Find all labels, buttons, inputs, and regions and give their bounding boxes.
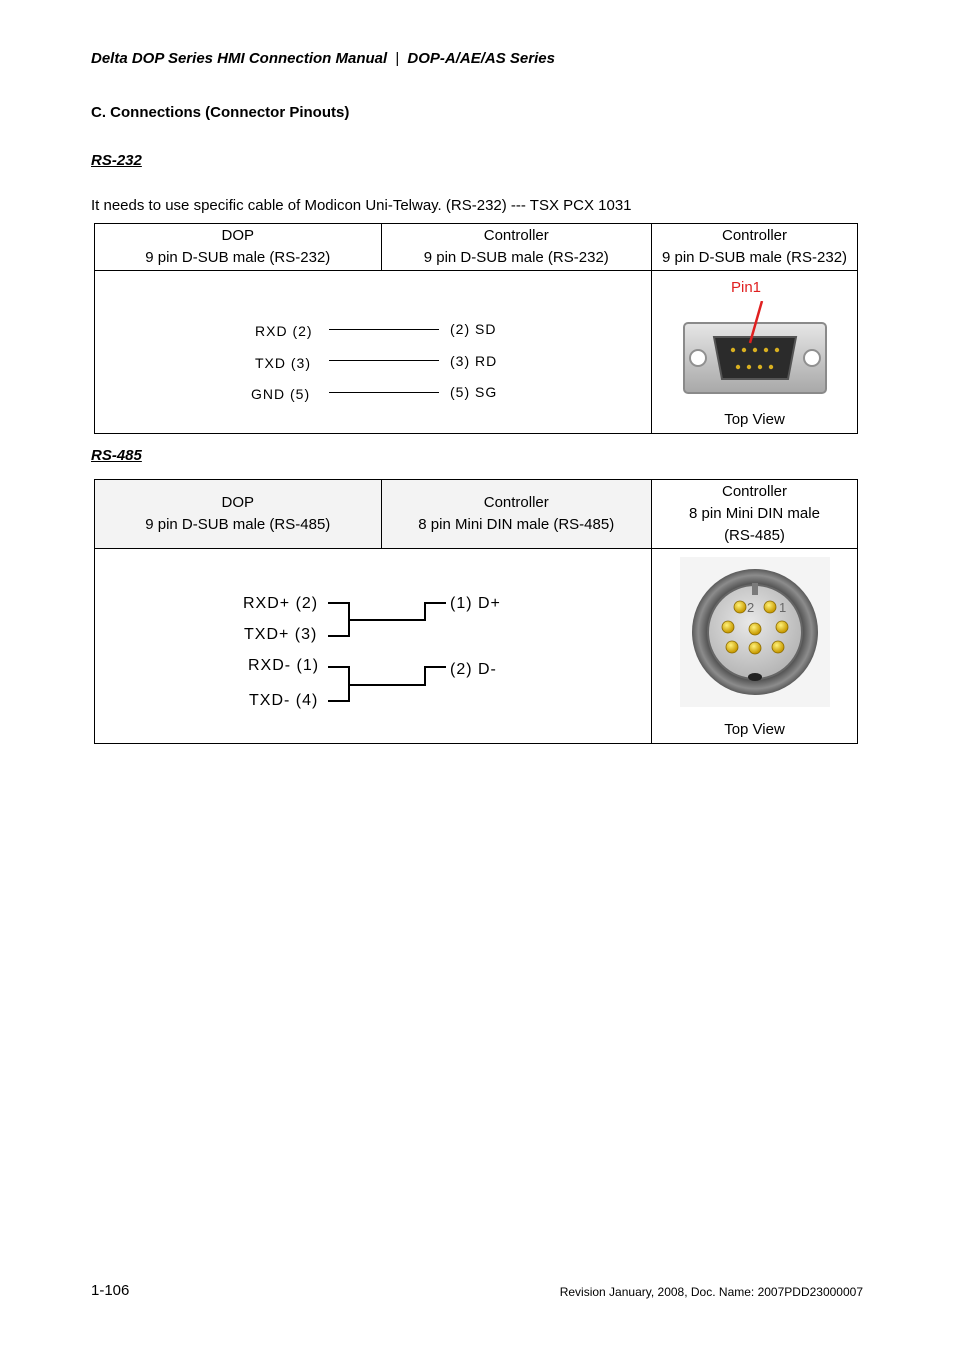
rs232-wire	[329, 392, 439, 393]
rs232-right-pin: (2) SD	[450, 321, 497, 337]
series-name: DOP-A/AE/AS Series	[407, 50, 555, 67]
rs232-left-pin: RXD (2)	[255, 323, 313, 339]
rs485-wire	[424, 602, 426, 621]
running-header	[91, 50, 555, 67]
rs485-wire	[348, 619, 426, 621]
rs485-left-pin: RXD+ (2)	[243, 595, 319, 612]
manual-title: Delta DOP Series HMI Connection Manual	[91, 50, 388, 67]
rs485-wire	[424, 602, 446, 604]
rs232-col-controller: Controller 9 pin D-SUB male (RS-232)	[381, 224, 652, 271]
rs232-right-pin: (5) SG	[450, 384, 498, 400]
rs232-col-controller-view: Controller 9 pin D-SUB male (RS-232)	[652, 224, 858, 271]
rs232-body-row	[95, 271, 858, 434]
rs232-col-dop: DOP 9 pin D-SUB male (RS-232)	[95, 224, 382, 271]
page-number: 1-106	[91, 1282, 130, 1299]
rs485-col-dop: DOP 9 pin D-SUB male (RS-485)	[95, 480, 382, 549]
rs485-wire	[328, 602, 350, 604]
rs485-body-row	[95, 549, 858, 744]
rs485-top-view-label: Top View	[724, 721, 785, 738]
rs485-title: RS-485	[91, 447, 142, 464]
rs232-wire	[329, 329, 439, 330]
section-title: C. Connections (Connector Pinouts)	[91, 104, 350, 121]
rs485-left-pin: RXD- (1)	[248, 657, 320, 674]
rs485-wiring-diagram	[95, 549, 652, 744]
rs485-header-row	[95, 480, 858, 549]
rs232-intro: It needs to use specific cable of Modicon Uni-Telway. (RS-232) --- TSX PCX 1031	[91, 197, 632, 214]
rs485-left-pin: TXD+ (3)	[244, 626, 318, 643]
rs485-left-pin: TXD- (4)	[249, 692, 319, 709]
rs232-wire	[329, 360, 439, 361]
rs232-left-pin: TXD (3)	[255, 355, 311, 371]
rs485-right-pin: (2) D-	[450, 661, 497, 678]
rs485-col-controller-view: Controller 8 pin Mini DIN male (RS-485)	[652, 480, 858, 549]
rs232-top-view-label: Top View	[724, 411, 785, 428]
rs485-wire	[424, 666, 426, 686]
mini-din-8-connector-icon	[680, 557, 830, 707]
rs232-header-row	[95, 224, 858, 271]
rs232-pinout-table	[94, 223, 858, 434]
rs232-connector-view	[652, 271, 858, 434]
pin1-label: Pin1	[731, 279, 762, 296]
rs232-wiring-diagram	[95, 271, 652, 434]
rs485-pinout-table	[94, 479, 858, 744]
rs485-wire	[328, 666, 350, 668]
rs232-right-pin: (3) RD	[450, 353, 498, 369]
rs232-title: RS-232	[91, 152, 142, 169]
rs485-connector-view	[652, 549, 858, 744]
dsub9-connector-icon	[680, 301, 830, 397]
revision-note: Revision January, 2008, Doc. Name: 2007PDD23000007	[559, 1285, 863, 1299]
din-pin-label: 2	[747, 600, 755, 615]
rs485-wire	[348, 684, 426, 686]
rs485-col-controller: Controller 8 pin Mini DIN male (RS-485)	[381, 480, 652, 549]
din-pin-label: 1	[779, 600, 787, 615]
rs485-right-pin: (1) D+	[450, 595, 501, 612]
header-separator: |	[395, 50, 400, 67]
rs485-wire	[424, 666, 446, 668]
rs485-wire	[328, 635, 350, 637]
rs485-wire	[328, 700, 350, 702]
rs232-left-pin: GND (5)	[251, 386, 311, 402]
